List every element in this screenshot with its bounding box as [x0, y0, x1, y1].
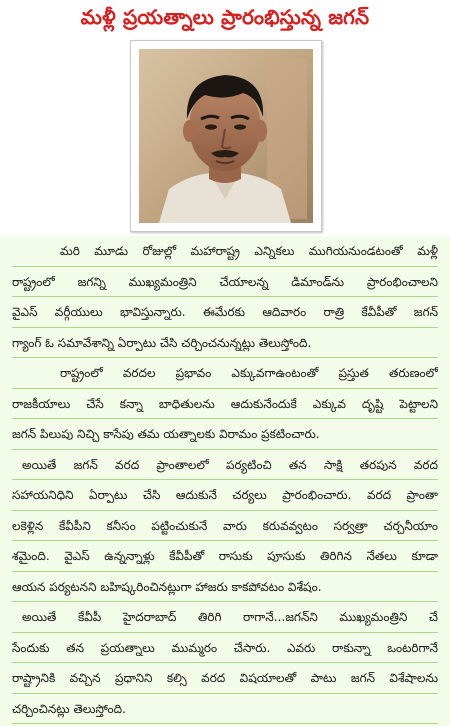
- article-line: సహాయనిధిని ఏర్పాటు చేసి ఆదుకునే చర్యలు ప్రారంభించారు. వరద ప్రాంతా: [12, 480, 438, 511]
- portrait-illustration: [139, 49, 313, 223]
- article-line: గ్యాంగ్ ఓ సమావేశాన్ని ఏర్పాటు చేసి చర్చించనున్నట్లు తెలుస్తోంది.: [12, 328, 438, 359]
- article-line: శమైంది. వైఎస్ ఉన్నన్నాళ్లు కేవీపీతో రాసుకు పూసుకు తిరిగిన నేతలు కూడా: [12, 541, 438, 572]
- article-line: సేందుకు తన ప్రయత్నాలు ముమ్మరం చేసారు. ఎవరు రాకున్నా ఒంటరిగానే: [12, 633, 438, 664]
- headline: మళ్లీ ప్రయత్నాలు ప్రారంభిస్తున్న జగన్: [80, 4, 370, 29]
- article-line: అయితే కేవీపీ హైదరాబాద్ తిరిగి రాగానే...జగన్‌ని ముఖ్యమంత్రిని చే: [12, 602, 438, 633]
- article-line: వైఎస్ వర్గీయులు భావిస్తున్నారు. ఈమేరకు ఆదివారం రాత్రి కేవీపీతో జగన్: [12, 297, 438, 328]
- article-line: రాష్ట్రానికి వచ్చిన ప్రధానిని కల్సి వరద విషయాలతో పాటు జగన్ విశేషాలను: [12, 663, 438, 694]
- article-body: [0, 236, 450, 726]
- article-line: మరి మూడు రోజుల్లో మహారాష్ట్ర ఎన్నికలు ముగియనుండటంతో మళ్లీ: [12, 236, 438, 267]
- article-line: ఆయన పర్యటనని బహిష్కరించినట్లుగా హాజరు కాకపోవటం విశేషం.: [12, 572, 438, 603]
- article-line: రాష్ట్రంలో వరదల ప్రభావం ఎక్కువగాఉంటంతో ప్రస్తుత తరుణంలో: [12, 358, 438, 389]
- portrait-photo: [130, 40, 322, 232]
- article-line: రాష్ట్రంలో జగన్ని ముఖ్యమంత్రిని చేయాలన్న డిమాండ్‌ను ప్రారంభించాలని: [12, 267, 438, 298]
- article-line: చర్చించినట్లు తెలుస్తోంది.: [12, 694, 438, 725]
- article-line: రాజకీయాలు చేసే కన్నా బాధితులను ఆదుకునేందుకే ఎక్కువ దృష్టి పెట్టాలని: [12, 389, 438, 420]
- article-line: జగన్ పిలుపు నిచ్చి కాసేపు తమ యత్నాలకు విరామం ప్రకటించారు.: [12, 419, 438, 450]
- article-line: అయితే జగన్ వరద ప్రాంతాలలో పర్యటించి తన సాక్షి తరపున వరద: [12, 450, 438, 481]
- article-line: లకెళ్లిన కేవీపీని కనీసం పట్టించుకునే వారు కరువవ్వటం సర్వత్రా చర్చనీయాం: [12, 511, 438, 542]
